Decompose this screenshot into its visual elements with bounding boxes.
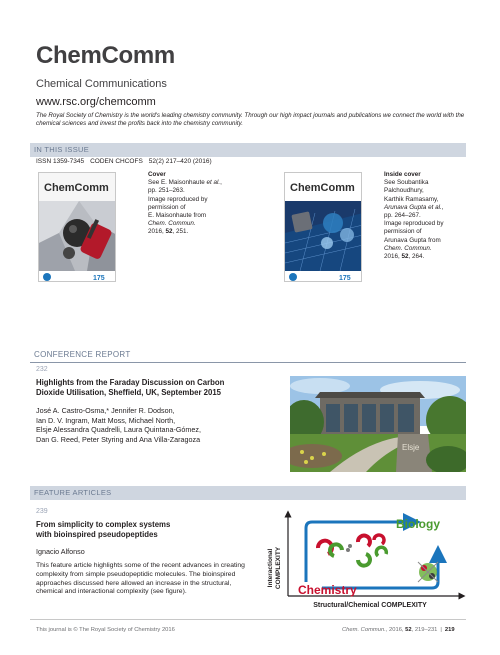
conference-photo <box>290 376 466 472</box>
inside-cover-see1: See Soubantika <box>384 179 429 187</box>
inside-cover-graphic <box>285 173 362 282</box>
toc-chemistry-label: Chemistry <box>298 583 357 597</box>
footer-copyright: This journal is © The Royal Society of Chemistry 2016 <box>36 627 175 633</box>
inside-cover-image[interactable] <box>284 172 362 282</box>
in-this-issue-bar <box>30 143 466 157</box>
toc-complex <box>418 562 438 582</box>
footer-divider <box>30 619 466 620</box>
inside-cover-see2: Palchoudhury, <box>384 187 424 195</box>
toc-biology-label: Biology <box>396 517 440 531</box>
front-cover-pages: pp. 251–263. <box>148 187 185 195</box>
front-cover-heading: Cover <box>148 171 166 178</box>
front-cover-see: See E. Maisonhaute et al., <box>148 179 222 187</box>
inside-cover-caption <box>384 171 444 261</box>
feature-articles-label: FEATURE ARTICLES <box>34 488 112 497</box>
conference-report-title[interactable]: Highlights from the Faraday Discussion on Carbon Dioxide Utilisation, Sheffield, UK, September 2015 <box>36 378 225 397</box>
front-cover-journal: Chem. Commun. <box>148 220 196 228</box>
conference-photo-sign: Elsje <box>402 443 420 452</box>
front-cover-citation: 2016, 52, 251. <box>148 228 189 236</box>
toc-x-label: Structural/Chemical COMPLEXITY <box>313 602 427 609</box>
feature-articles-bar <box>30 486 466 500</box>
front-cover-graphic <box>39 173 116 282</box>
inside-cover-see4: Arunava Gupta et al., <box>384 203 444 211</box>
journal-title: ChemComm <box>36 42 175 69</box>
front-cover-credit2: permission of <box>148 203 186 211</box>
toc-graphic <box>262 510 466 610</box>
in-this-issue-label: IN THIS ISSUE <box>34 145 90 154</box>
footer-citation: Chem. Commun., 2016, 52, 219–231 | 219 <box>342 627 455 633</box>
volume-info: 52(2) 217–420 (2016) <box>148 158 212 165</box>
inside-cover-badge: 175 <box>339 275 351 282</box>
inside-cover-citation: 2016, 52, 264. <box>384 253 425 261</box>
inside-cover-credit2: permission of <box>384 228 422 236</box>
toc-graphic-svg <box>262 510 466 610</box>
toc-molecules <box>318 535 386 566</box>
inside-cover-pages: pp. 264–267. <box>384 212 421 220</box>
toc-y-label1: Interactional <box>267 548 274 588</box>
front-cover-logo: ChemComm <box>44 182 109 194</box>
front-cover-caption <box>148 171 222 237</box>
journal-url[interactable]: www.rsc.org/chemcomm <box>36 96 156 108</box>
feature-article-title[interactable]: From simplicity to complex systems with bioinspired pseudopeptides <box>36 520 171 539</box>
journal-subtitle: Chemical Communications <box>36 78 167 90</box>
issn-line <box>36 158 218 165</box>
toc-blue-arrow-up <box>306 522 412 582</box>
page-number: 219 <box>444 627 455 633</box>
toc-y-label2: COMPLEXITY <box>275 546 282 590</box>
front-cover-credit1: Image reproduced by <box>148 195 208 203</box>
inside-cover-credit3: Arunava Gupta from <box>384 236 441 244</box>
inside-cover-logo: ChemComm <box>290 182 355 194</box>
intro-text: The Royal Society of Chemistry is the world's leading chemistry community. Through our high impact journals and publications we connect the world with the chemical sciences and invest the profits back into the chemistry community. <box>36 112 465 128</box>
conference-report-label: CONFERENCE REPORT <box>34 350 131 359</box>
inside-cover-heading: Inside cover <box>384 171 421 178</box>
inside-cover-credit1: Image reproduced by <box>384 220 444 228</box>
feature-article-author: Ignacio Alfonso <box>36 547 85 556</box>
conference-report-number[interactable]: 232 <box>36 366 48 373</box>
front-cover-image[interactable] <box>38 172 116 282</box>
inside-cover-journal: Chem. Commun. <box>384 244 432 252</box>
front-cover-badge: 175 <box>93 275 105 282</box>
feature-article-abstract: This feature article highlights some of the recent advances in creating complexity from simple pseudopeptidic molecules. The bioinspired approaches discussed here allowed an increase in the structural, chemical and interactional complexity (see figure). <box>36 562 245 596</box>
feature-article-number[interactable]: 239 <box>36 508 48 515</box>
conference-photo-graphic <box>290 376 466 472</box>
issn: ISSN 1359-7345 <box>36 158 85 165</box>
inside-cover-see3: Karthik Ramasamy, <box>384 195 439 203</box>
front-cover-credit3: E. Maisonhaute from <box>148 212 207 220</box>
conference-report-divider <box>30 362 466 363</box>
conference-report-authors: José A. Castro-Osma,* Jennifer R. Dodson, Ian D. V. Ingram, Matt Moss, Michael North, Elsje Alessandra Quadrelli, Laura Quintana-Gómez, Dan G. Reed, Peter Styring and Ana Villa-Zaragoza <box>36 406 201 444</box>
coden: CODEN CHCOFS <box>90 158 143 165</box>
